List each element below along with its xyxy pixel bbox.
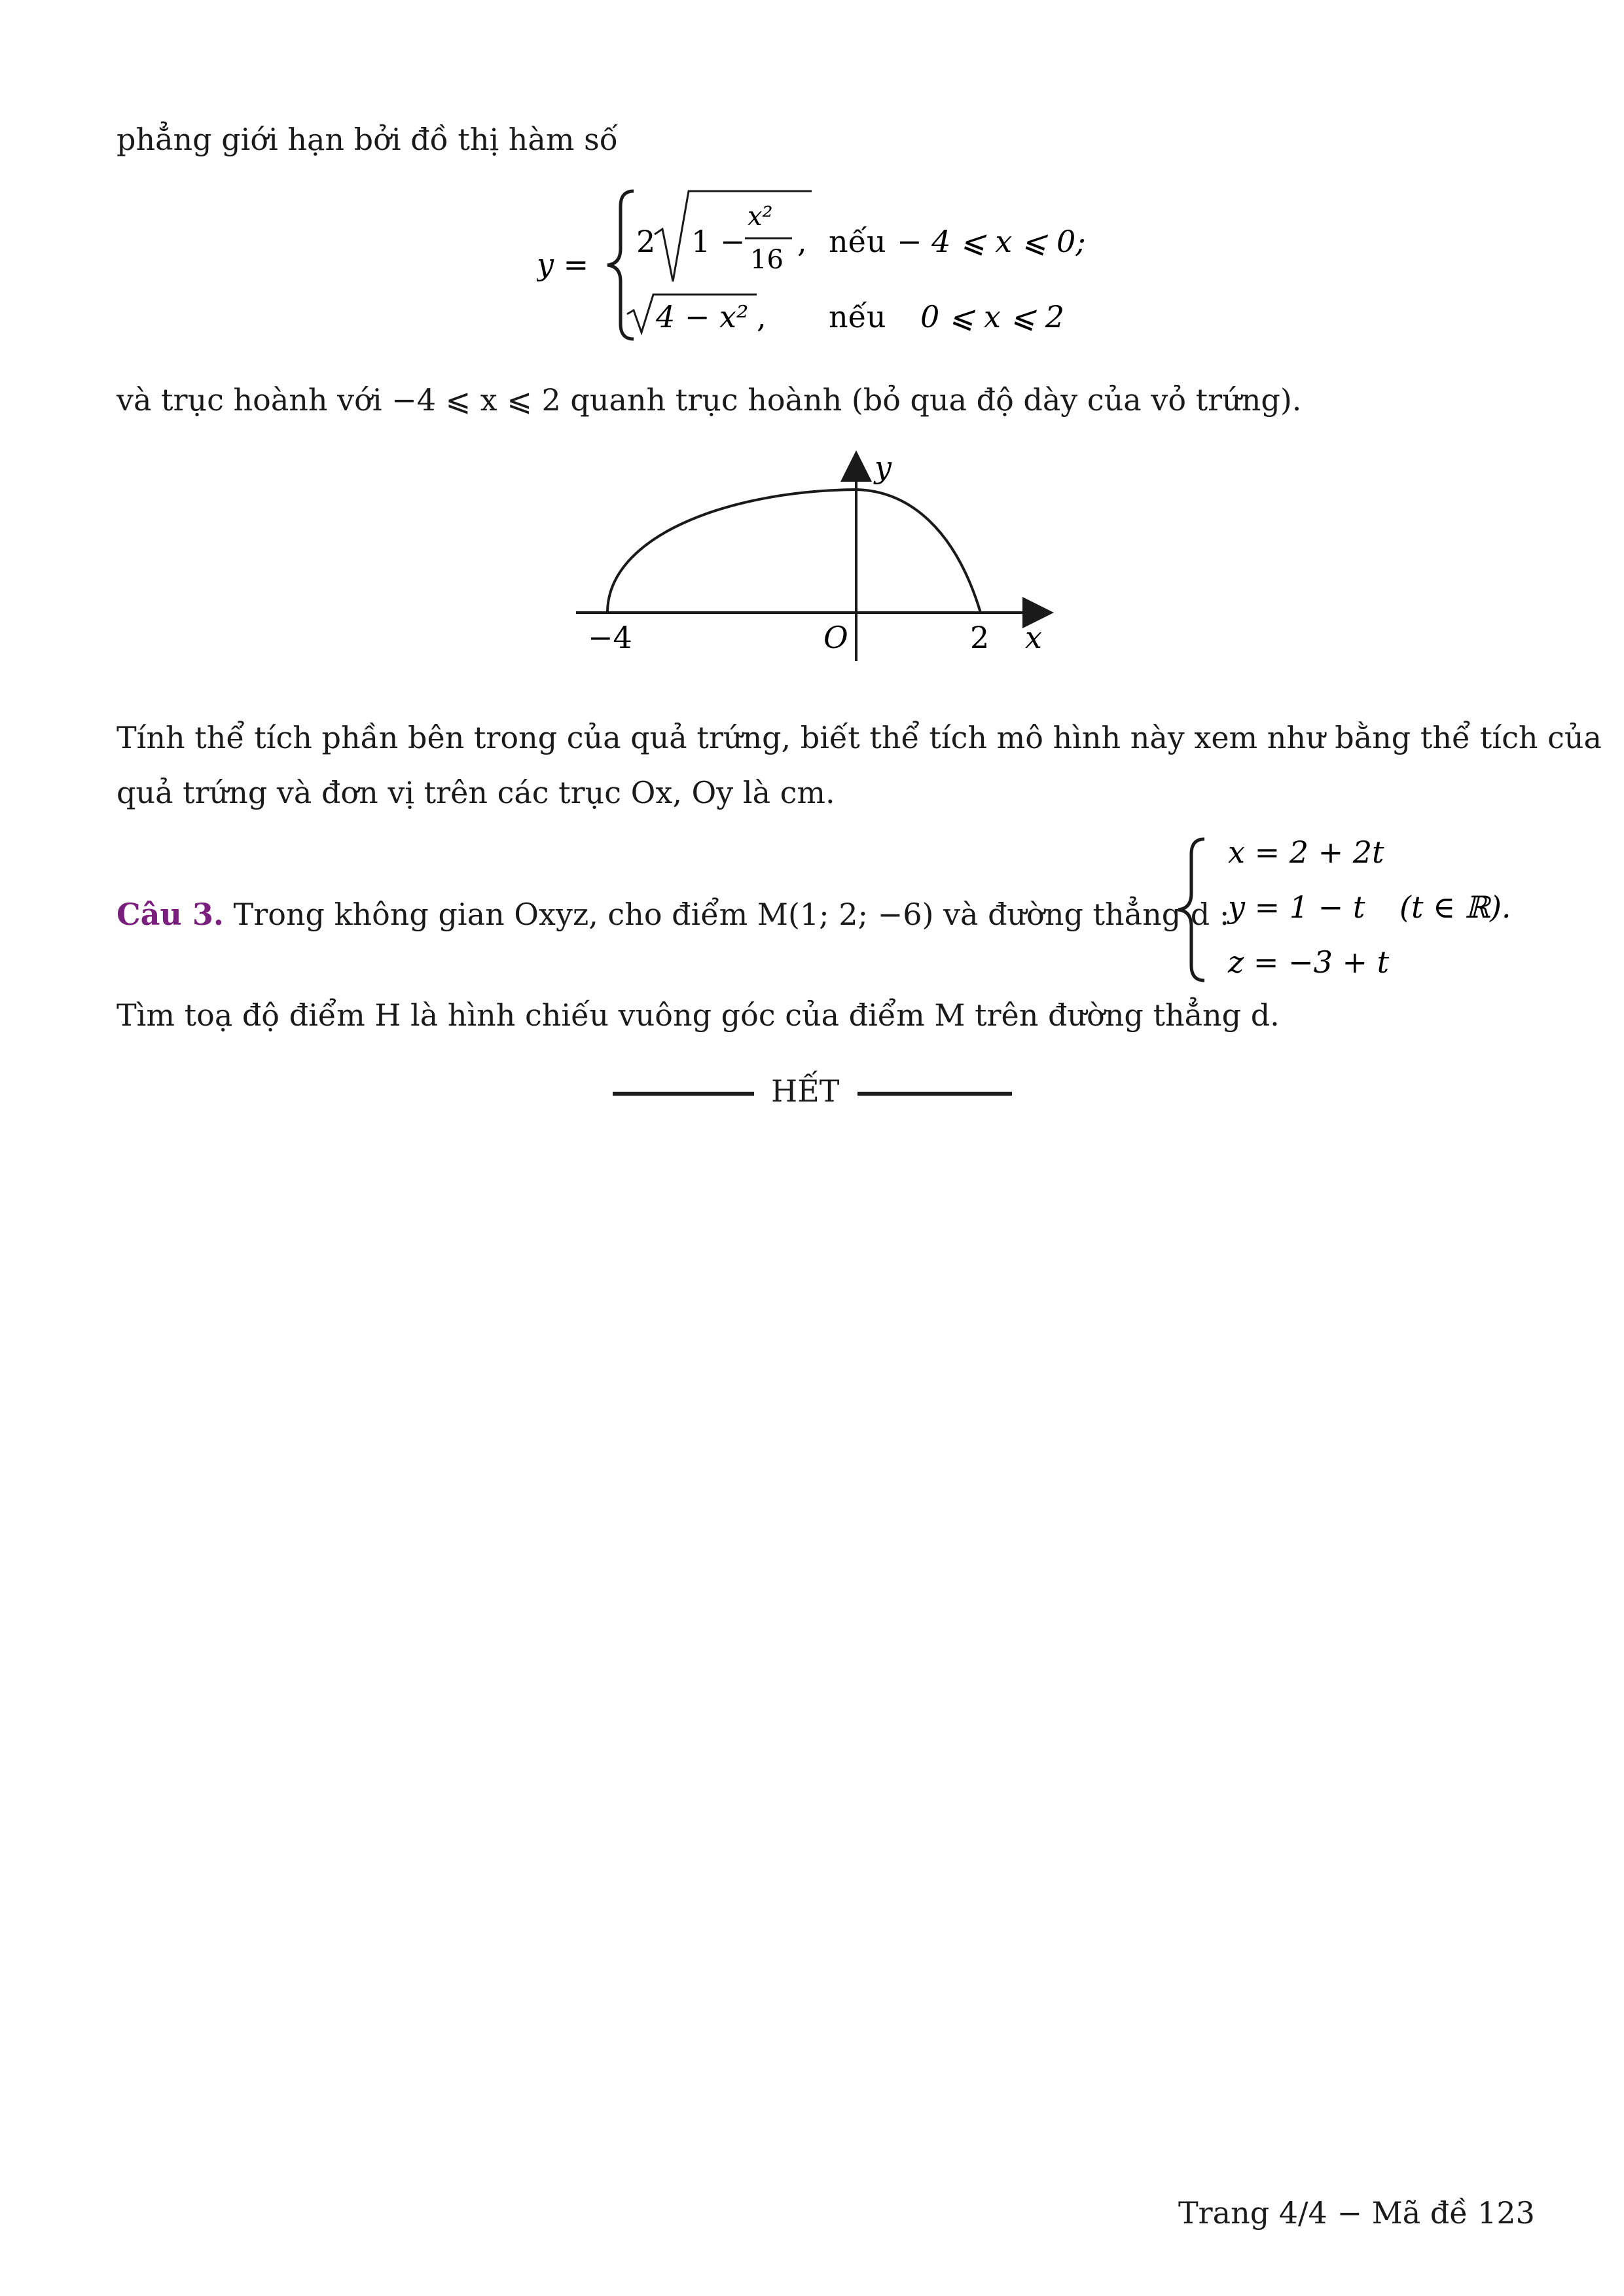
egg-graph xyxy=(563,445,1060,668)
case1-numerator: x² xyxy=(748,202,773,232)
paragraph-2-line-2: quả trứng và đơn vị trên các trục Ox, Oy là cm. xyxy=(117,775,835,810)
equation-x: x = 2 + 2t xyxy=(1228,834,1384,870)
case2-cond-word: nếu xyxy=(829,299,886,334)
case2-condition: 0 ⩽ x ⩽ 2 xyxy=(920,299,1065,334)
tick-label-2: 2 xyxy=(970,620,990,655)
formula-left-brace xyxy=(607,191,634,339)
x-axis-label: x xyxy=(1025,620,1042,655)
case2-comma: , xyxy=(757,299,767,334)
case2-expr: 4 − x² xyxy=(656,299,749,334)
case1-cond-word: nếu xyxy=(829,224,886,259)
question-3-line-2: Tìm toạ độ điểm H là hình chiếu vuông góc của điểm M trên đường thẳng d. xyxy=(117,997,1280,1033)
end-rule-left xyxy=(613,1092,754,1096)
tick-label-neg4: −4 xyxy=(588,620,632,655)
case1-expr: 1 − xyxy=(691,224,746,259)
question-3-text: Trong không gian Oxyz, cho điểm M(1; 2; −6) và đường thẳng d : xyxy=(233,897,1230,932)
question-3-label: Câu 3. xyxy=(117,897,224,932)
egg-curve xyxy=(607,490,981,613)
text-line-2: và trục hoành với −4 ⩽ x ⩽ 2 quanh trục hoành (bỏ qua độ dày của vỏ trứng). xyxy=(117,382,1302,418)
system-brace xyxy=(1178,839,1204,980)
formula-lhs: y = xyxy=(537,247,589,282)
piecewise-formula xyxy=(537,177,1126,353)
y-axis-label: y xyxy=(875,450,892,485)
case1-condition: − 4 ⩽ x ⩽ 0; xyxy=(897,224,1086,259)
paragraph-2-line-1: Tính thể tích phần bên trong của quả trứng, biết thể tích mô hình này xem như bằng thể tích của xyxy=(117,720,1602,755)
case1-denominator: 16 xyxy=(750,245,784,275)
equation-y: y = 1 − t xyxy=(1228,889,1365,925)
end-mark: HẾT xyxy=(771,1073,840,1109)
parameter-domain: (t ∈ ℝ). xyxy=(1399,889,1511,925)
equation-z: z = −3 + t xyxy=(1228,944,1390,980)
origin-label: O xyxy=(823,620,848,655)
case1-coefficient: 2 xyxy=(636,224,656,259)
page-footer: Trang 4/4 − Mã đề 123 xyxy=(1178,2195,1535,2231)
line-equation-system xyxy=(1178,831,1532,995)
question-3 xyxy=(117,897,1229,932)
text-line-1: phẳng giới hạn bởi đồ thị hàm số xyxy=(117,122,618,157)
case1-comma: , xyxy=(797,224,807,259)
end-rule-right xyxy=(857,1092,1012,1096)
